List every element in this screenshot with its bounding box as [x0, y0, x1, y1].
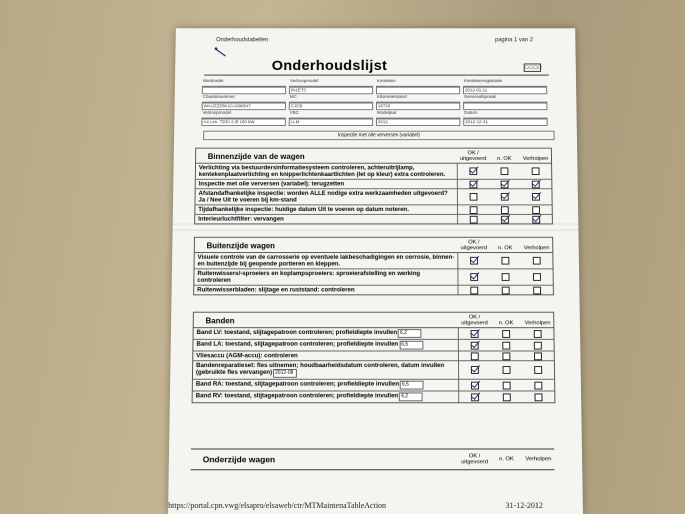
- footer-url: https://portal.cpn.vwg/elsapro/elsaweb/ctr/MTMaintenaTableAction: [168, 501, 387, 511]
- checkbox-ok[interactable]: [471, 366, 479, 374]
- checklist-row: [193, 361, 554, 380]
- info-label: MC: [289, 94, 373, 102]
- footer-date: 31-12-2012: [505, 501, 543, 511]
- checkbox-ok[interactable]: [470, 193, 478, 201]
- checkbox-verholpen[interactable]: [534, 366, 542, 374]
- checkbox-cell: [459, 286, 491, 294]
- info-row: [202, 110, 551, 118]
- info-label: Datum: [463, 110, 547, 118]
- row-text: [193, 340, 459, 351]
- page-title: Onderhoudslijst: [271, 57, 388, 74]
- checkbox-verholpen[interactable]: [534, 381, 542, 389]
- info-value: 2012-12-31: [463, 118, 547, 126]
- info-row: [201, 118, 550, 126]
- checkbox-cell: [458, 180, 489, 188]
- checklist-row: [193, 340, 553, 352]
- checklist-row: [194, 269, 553, 285]
- col-ok-header: OK / uitgevoerd: [460, 150, 487, 162]
- info-label: Kilometerstand: [376, 94, 460, 102]
- checkbox-cell: [458, 167, 489, 175]
- col-verholpen-header: Verholpen: [525, 455, 552, 462]
- checklist-row: [193, 351, 554, 361]
- info-label: Verkoopmodel: [202, 110, 286, 118]
- checkbox-cell: [522, 341, 554, 349]
- info-value: CJCB: [289, 102, 373, 110]
- section-header: [196, 149, 551, 164]
- header-left: Onderhoudstabellen: [216, 37, 269, 44]
- col-verholpen-header: Verholpen: [523, 245, 550, 252]
- checkbox-cell: [490, 341, 522, 349]
- row-text: [195, 215, 458, 224]
- row-label: Band LA: toestand, slijtagepatroon controleren; profieldiepte invullen: [196, 340, 399, 348]
- row-value-field[interactable]: 2012-08: [273, 369, 297, 378]
- section-title: Onderzijde wagen: [202, 454, 276, 465]
- checkbox-ok[interactable]: [470, 206, 478, 214]
- info-value: [376, 86, 460, 94]
- checkbox-cell: [520, 180, 551, 188]
- info-label: Kenteken: [376, 78, 460, 86]
- info-label: Serviceafspraak: [463, 94, 547, 102]
- info-value: 2012-01-11: [463, 86, 547, 94]
- checkbox-ok[interactable]: [471, 393, 479, 401]
- title-divider: [204, 75, 549, 76]
- checkbox-cell: [489, 180, 520, 188]
- section-onderzijde: [191, 448, 555, 470]
- checkbox-nok[interactable]: [501, 257, 509, 265]
- checkbox-cell: [521, 215, 552, 223]
- checkbox-verholpen[interactable]: [532, 167, 540, 175]
- checkbox-verholpen[interactable]: [534, 393, 542, 401]
- row-label: Afstandafhankelijke inspectie: worden ALLE nodige extra werkzaamheden uitgevoerd? Ja / Nee Uit te voeren bij km-stand: [198, 190, 448, 204]
- checkbox-nok[interactable]: [502, 286, 510, 294]
- checkbox-ok[interactable]: [469, 180, 477, 188]
- checkbox-verholpen[interactable]: [533, 273, 541, 281]
- checkbox-cell: [458, 215, 489, 223]
- row-text: [194, 286, 458, 295]
- checkbox-cell: [521, 286, 553, 294]
- checkbox-cell: [522, 330, 554, 338]
- row-text: [194, 328, 459, 339]
- checkbox-nok[interactable]: [501, 193, 509, 201]
- checkbox-cell: [459, 381, 491, 389]
- checkbox-cell: [522, 381, 554, 389]
- checkbox-cell: [521, 257, 552, 265]
- checkbox-cell: [459, 341, 491, 349]
- section-1: [193, 237, 554, 296]
- info-label: Modeljaar: [376, 110, 460, 118]
- checkbox-ok[interactable]: [471, 381, 479, 389]
- row-text: [196, 180, 458, 189]
- section-0: [194, 148, 553, 225]
- row-label: Tijdafhankelijke inspectie: huidige datum Uit te voeren op datum noteren.: [198, 206, 409, 213]
- header-page: pagina 1 van 2: [495, 37, 534, 44]
- maintenance-sheet: [168, 28, 583, 514]
- section-title: Banden: [205, 316, 235, 326]
- checkbox-ok[interactable]: [471, 341, 479, 349]
- checkbox-verholpen[interactable]: [533, 257, 541, 265]
- row-label: Verlichting via bestuurdersinformatiesysteem controleren, achteruitrijlamp, kentekenplaatverlichting en knipperlichtenkaartlichten (let op kleur) extra controleren.: [198, 164, 446, 178]
- info-value: [202, 86, 286, 94]
- checkbox-verholpen[interactable]: [532, 215, 540, 223]
- info-value: A4 Lim. TDSI 2.0l 100 kW: [201, 118, 285, 126]
- checkbox-cell: [522, 366, 554, 374]
- col-nok-header: n. OK: [498, 320, 514, 327]
- checkbox-ok[interactable]: [470, 273, 478, 281]
- row-text: [193, 380, 459, 391]
- info-value: 19720: [376, 102, 460, 110]
- checklist-row: [195, 215, 552, 224]
- checkbox-nok[interactable]: [503, 393, 511, 401]
- info-row: [202, 78, 550, 86]
- checklist-row: [195, 205, 552, 215]
- checkbox-cell: [459, 330, 491, 338]
- inspection-type: Inspectie met olie verversen (variabel): [203, 131, 554, 140]
- section-title: Binnenzijde van de wagen: [207, 152, 305, 161]
- info-value: IN1ETC: [289, 86, 373, 94]
- col-ok-header: OK / uitgevoerd: [461, 314, 488, 327]
- checkbox-verholpen[interactable]: [532, 180, 540, 188]
- pen-mark-icon: [214, 47, 228, 58]
- checklist-row: [194, 286, 553, 295]
- checkbox-nok[interactable]: [503, 381, 511, 389]
- checkbox-nok[interactable]: [503, 366, 511, 374]
- row-label: Band LV: toestand, slijtagepatroon controleren; profieldiepte invullen: [196, 329, 398, 336]
- row-text: [193, 391, 460, 402]
- checkbox-cell: [459, 352, 491, 360]
- paper-fold: [173, 223, 579, 231]
- row-text: [196, 164, 458, 179]
- row-label: Ruitenwisserbladen: slijtage en ruststand: controleren: [197, 286, 355, 294]
- row-label: Band RA: toestand, slijtagepatroon controleren; profieldiepte invullen: [195, 380, 400, 388]
- section-header: [195, 238, 553, 253]
- row-text: [195, 205, 458, 214]
- checkbox-cell: [491, 393, 523, 401]
- checkbox-cell: [490, 330, 522, 338]
- checkbox-verholpen[interactable]: [533, 286, 541, 294]
- checkbox-cell: [520, 167, 551, 175]
- info-value: WAUZZZ8K1CA096847: [202, 102, 286, 110]
- checkbox-cell: [491, 381, 523, 389]
- checkbox-cell: [491, 352, 523, 360]
- checkbox-ok[interactable]: [471, 330, 479, 338]
- checkbox-nok[interactable]: [501, 215, 509, 223]
- checkbox-nok[interactable]: [501, 180, 509, 188]
- checkbox-ok[interactable]: [470, 257, 478, 265]
- checkbox-nok[interactable]: [502, 273, 510, 281]
- row-label: Band RV: toestand, slijtagepatroon controleren; profieldiepte invullen: [195, 392, 399, 400]
- checkbox-cell: [458, 206, 489, 214]
- row-text: [195, 189, 458, 204]
- row-label: Inspectie met olie verversen (variabel): terugzetten: [198, 180, 345, 188]
- checkbox-ok[interactable]: [470, 286, 478, 294]
- checkbox-cell: [458, 193, 489, 201]
- row-text: [195, 253, 459, 268]
- checklist-row: [196, 180, 552, 189]
- section-header: [194, 313, 554, 328]
- row-label: Ruitenwissers/-sproeiers en koplampsproeiers: sproeierafstelling en werking controleren: [197, 270, 421, 284]
- row-value-field[interactable]: 6,5: [399, 341, 423, 350]
- checkbox-cell: [520, 193, 551, 201]
- checkbox-nok[interactable]: [501, 167, 509, 175]
- checkbox-cell: [458, 257, 489, 265]
- checkbox-cell: [489, 193, 520, 201]
- checkbox-cell: [523, 393, 555, 401]
- checkbox-cell: [489, 215, 520, 223]
- checklist-row: [195, 253, 553, 269]
- row-text: [194, 269, 458, 284]
- checkbox-verholpen[interactable]: [534, 341, 542, 349]
- info-value: 2012: [376, 118, 460, 126]
- info-label: Werkorder: [202, 78, 286, 86]
- col-ok-header: OK / uitgevoerd: [461, 452, 489, 465]
- checkbox-verholpen[interactable]: [532, 193, 540, 201]
- checkbox-nok[interactable]: [502, 341, 510, 349]
- checklist-row: [196, 164, 552, 180]
- checklist-row: [193, 328, 553, 340]
- vehicle-info-grid: [201, 78, 550, 126]
- checkbox-cell: [490, 286, 522, 294]
- row-value-field[interactable]: 6,2: [398, 329, 422, 338]
- checkbox-cell: [491, 366, 523, 374]
- checkbox-nok[interactable]: [502, 352, 510, 360]
- info-row: [202, 94, 550, 102]
- info-label: VBC: [289, 110, 373, 118]
- checkbox-cell: [459, 366, 491, 374]
- section-title: Buitenzijde wagen: [206, 241, 275, 251]
- checklist-row: [193, 391, 555, 402]
- checklist-row: [193, 380, 555, 392]
- col-nok-header: n. OK: [499, 455, 514, 462]
- row-label: Vliesaccu (AGM-accu): controleren: [196, 352, 298, 360]
- checkbox-verholpen[interactable]: [534, 352, 542, 360]
- checkbox-cell: [458, 273, 489, 281]
- logo-icon: ◯◯◯◯: [524, 63, 541, 71]
- row-label: Interieurluchtfilter: vervangen: [198, 215, 284, 223]
- row-text: [193, 351, 459, 360]
- checkbox-cell: [522, 352, 554, 360]
- col-ok-header: OK / uitgevoerd: [460, 239, 488, 252]
- checkbox-ok[interactable]: [469, 167, 477, 175]
- info-value: [463, 102, 547, 110]
- info-value: LLM: [289, 118, 373, 126]
- col-nok-header: n. OK: [497, 156, 512, 162]
- col-verholpen-header: Verholpen: [522, 156, 549, 162]
- info-row: [202, 102, 551, 110]
- checkbox-cell: [490, 257, 521, 265]
- row-label: Bandenreparatieset: fles uitnemen; houdbaarheidsdatum controleren, datum invullen (gebruikte fles vervangen): [195, 362, 445, 376]
- checkbox-verholpen[interactable]: [534, 330, 542, 338]
- checkbox-cell: [490, 273, 521, 281]
- row-value-field[interactable]: 6,2: [399, 392, 423, 401]
- checkbox-nok[interactable]: [502, 330, 510, 338]
- info-label: Verkoopmodel: [289, 78, 373, 86]
- checkbox-cell: [489, 167, 520, 175]
- row-label: Visuele controle van de carrosserie op eventuele lakbeschadigingen en corrosie, binnen- en buitenzijde bij geopende portieren en kleppen.: [197, 254, 455, 268]
- info-label: Chassisnummer: [202, 94, 286, 102]
- section-2: [192, 312, 556, 404]
- checkbox-cell: [521, 273, 553, 281]
- checkbox-cell: [459, 393, 491, 401]
- col-verholpen-header: Verholpen: [524, 320, 551, 327]
- col-nok-header: n. OK: [497, 245, 513, 252]
- checklist-row: [195, 189, 551, 205]
- info-row: [202, 86, 550, 94]
- info-label: Kentekenregistratie: [463, 78, 547, 86]
- checkbox-ok[interactable]: [470, 215, 478, 223]
- row-value-field[interactable]: 6,5: [400, 381, 424, 390]
- row-text: [193, 361, 459, 379]
- checkbox-ok[interactable]: [471, 352, 479, 360]
